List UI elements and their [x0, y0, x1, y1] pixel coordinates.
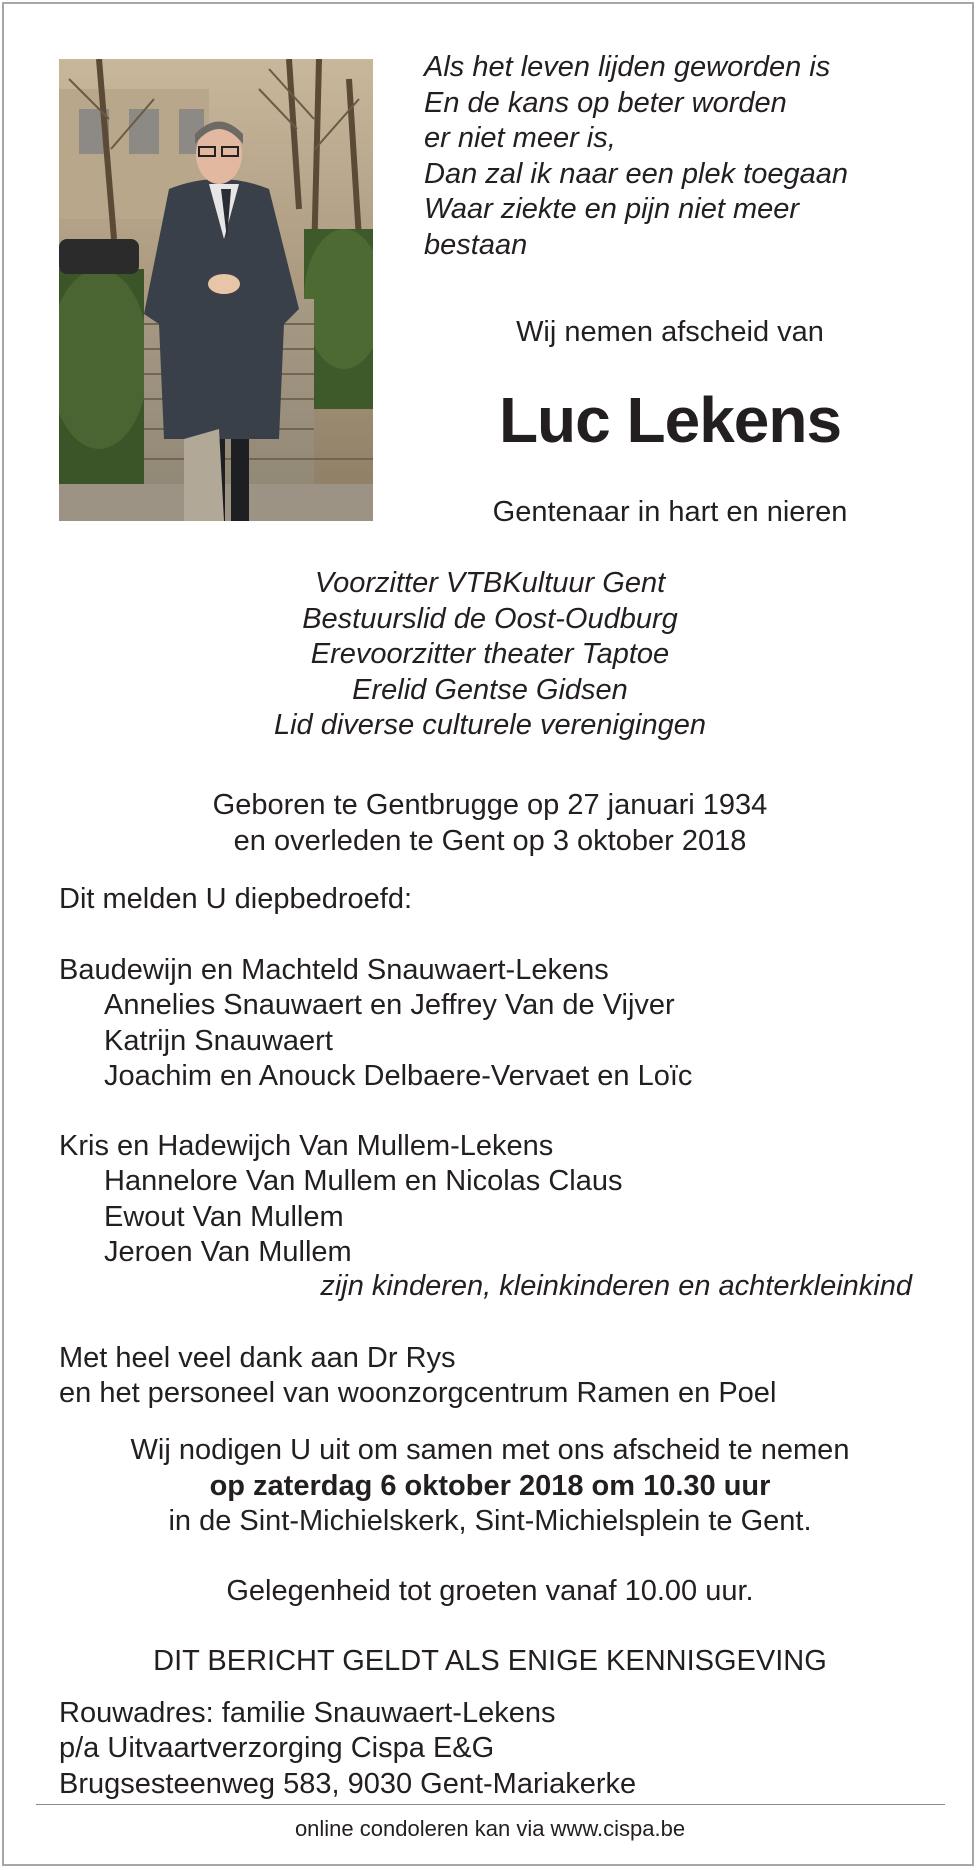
thanks-line: Met heel veel dank aan Dr Rys [59, 1342, 456, 1374]
announcement: Dit melden U diepbedroefd: [59, 883, 413, 915]
poem-line: En de kans op beter worden [424, 86, 787, 119]
family-group [59, 1129, 623, 1270]
family-member: Joachim en Anouck Delbaere-Vervaet en Loïc [104, 1059, 693, 1092]
family-member: Jeroen Van Mullem [104, 1235, 352, 1268]
family-member: Katrijn Snauwaert [104, 1024, 333, 1057]
tagline: Gentenaar in hart en nieren [492, 496, 848, 528]
role-item: Lid diverse culturele verenigingen [273, 709, 707, 741]
address-line: Brugsesteenweg 583, 9030 Gent-Mariakerke [59, 1767, 637, 1800]
thanks [59, 1341, 776, 1412]
family-head: Baudewijn en Machteld Snauwaert-Lekens [59, 954, 609, 986]
family-member: Hannelore Van Mullem en Nicolas Claus [104, 1165, 623, 1198]
address-line: p/a Uitvaartverzorging Cispa E&G [59, 1732, 495, 1765]
deceased-name: Luc Lekens [498, 384, 842, 456]
role-item: Bestuurslid de Oost-Oudburg [302, 602, 678, 635]
birth-line: Geboren te Gentbrugge op 27 januari 1934 [212, 789, 768, 821]
life-dates [0, 788, 980, 859]
family-group [59, 953, 692, 1094]
greeting-time: Gelegenheid tot groeten vanaf 10.00 uur. [226, 1575, 754, 1607]
notice: DIT BERICHT GELDT ALS ENIGE KENNISGEVING [153, 1645, 827, 1677]
poem-line: Als het leven lijden geworden is [424, 51, 831, 83]
role-item: Erelid Gentse Gidsen [352, 673, 628, 706]
mourning-address [59, 1696, 636, 1802]
ceremony-datetime: op zaterdag 6 oktober 2018 om 10.30 uur [209, 1469, 771, 1502]
family-member: Annelies Snauwaert en Jeffrey Van de Vijver [104, 989, 675, 1022]
invitation [0, 1433, 980, 1540]
poem [424, 50, 944, 263]
poem-line: Dan zal ik naar een plek toegaan [424, 157, 849, 190]
role-item: Voorzitter VTBKultuur Gent [314, 567, 666, 599]
invitation-line: Wij nodigen U uit om samen met ons afscheid te nemen [130, 1434, 850, 1466]
poem-line: Waar ziekte en pijn niet meer [424, 193, 800, 225]
death-line: en overleden te Gent op 3 oktober 2018 [233, 824, 747, 857]
online-condolence-note: online condoleren kan via www.cispa.be [294, 1816, 686, 1841]
roles-list [0, 566, 980, 744]
intro-text: Wij nemen afscheid van [516, 316, 824, 348]
ceremony-location: in de Sint-Michielskerk, Sint-Michielsplein te Gent. [168, 1505, 812, 1537]
family-member: Ewout Van Mullem [104, 1200, 344, 1233]
family-head: Kris en Hadewijch Van Mullem-Lekens [59, 1130, 554, 1162]
portrait-photo [59, 59, 373, 521]
poem-line: bestaan [424, 228, 528, 261]
role-item: Erevoorzitter theater Taptoe [310, 638, 670, 670]
address-line: Rouwadres: familie Snauwaert-Lekens [59, 1697, 556, 1729]
family-signature: zijn kinderen, kleinkinderen en achterkleinkind [320, 1270, 912, 1302]
poem-line: er niet meer is, [424, 122, 616, 154]
divider [36, 1804, 945, 1805]
thanks-line: en het personeel van woonzorgcentrum Ramen en Poel [59, 1377, 777, 1410]
